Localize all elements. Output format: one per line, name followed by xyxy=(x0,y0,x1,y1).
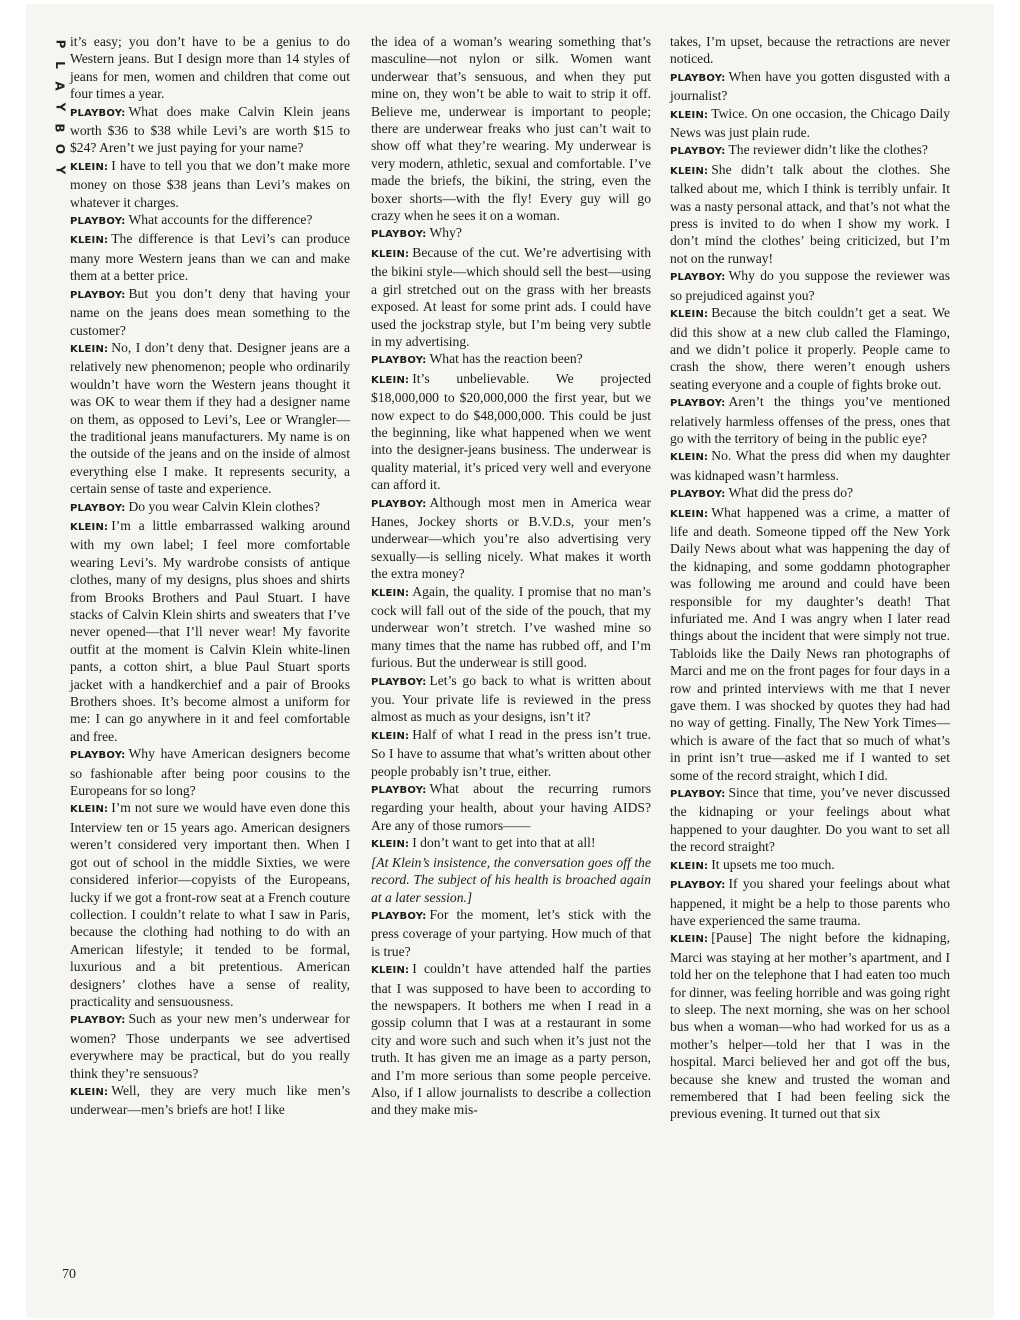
paragraph-text: No, I don’t deny that. Designer jeans are a relatively new phenomenon; people who ordinarily wouldn’t have worn the Western jeans thought it was OK to wear them if they had a designer name on them, as opposed to Levi’s, Lee or Wrangler—the traditional jeans manufacturers. My name is on the outside of the jeans and on the inside of almost everything else I make. It represents security, a certain sense of taste and experience. xyxy=(70,339,350,497)
speaker-label: PLAYBOY: xyxy=(670,272,726,284)
paragraph-text: I’m not sure we would have even done this Interview ten or 15 years ago. American designers weren’t considered very important then. When I got out of school in the middle Sixties, we were considered inferior—copyists of the Europeans, lucky if we got a front-row seat at a French couture collection. I couldn’t relate to what I saw in Paris, because the clothing had nothing to do with an American lifestyle; it tended to be formal, luxurious and a bit pretentious. American designers’ clothes have a sense of reality, practicality and sensuousness. xyxy=(70,800,350,1009)
speaker-label: PLAYBOY: xyxy=(371,355,427,367)
paragraph-text: Twice. On one occasion, the Chicago Daily News was just plain rude. xyxy=(670,105,950,141)
interview-paragraph xyxy=(670,33,950,68)
speaker-label: PLAYBOY: xyxy=(670,880,726,892)
interview-paragraph xyxy=(670,856,950,875)
interview-paragraph xyxy=(670,141,950,160)
interview-paragraph xyxy=(371,583,651,672)
speaker-label: KLEIN: xyxy=(670,860,709,872)
speaker-label: KLEIN: xyxy=(670,934,709,946)
running-head-letter: Y xyxy=(52,165,67,175)
interview-paragraph xyxy=(670,393,950,447)
interview-paragraph xyxy=(70,211,350,230)
speaker-label: KLEIN: xyxy=(670,508,709,520)
interview-paragraph xyxy=(371,370,651,494)
speaker-label: PLAYBOY: xyxy=(70,750,126,762)
speaker-label: KLEIN: xyxy=(371,730,410,742)
speaker-label: KLEIN: xyxy=(670,165,709,177)
paragraph-text: What does make Calvin Klein jeans worth $36 to $38 while Levi’s are worth $15 to $24? Aren’t we just paying for your name? xyxy=(70,103,350,156)
paragraph-text: Such as your new men’s underwear for women? Those underpants we see advertised everywhere may be practical, but do you really think they’re sensuous? xyxy=(70,1011,350,1081)
speaker-label: PLAYBOY: xyxy=(670,489,726,501)
speaker-label: KLEIN: xyxy=(70,1086,109,1098)
interview-paragraph xyxy=(371,494,651,583)
paragraph-text: I don’t want to get into that at all! xyxy=(412,835,596,851)
paragraph-text: The difference is that Levi’s can produce many more Western jeans than we can and make them at a better price. xyxy=(70,231,350,284)
running-head-letter: L xyxy=(53,61,67,69)
interview-paragraph xyxy=(670,504,950,785)
paragraph-text: Let’s go back to what is written about you. Your private life is reviewed in the press almost as much as your designs, isn’t it? xyxy=(371,672,651,725)
paragraph-text: it’s easy; you don’t have to be a genius to do Western jeans. But I design more than 14 styles of jeans for men, women and children that come out four times a year. xyxy=(70,34,350,102)
running-head-letter: Y xyxy=(52,102,67,112)
speaker-label: PLAYBOY: xyxy=(670,789,726,801)
speaker-label: PLAYBOY: xyxy=(670,146,726,158)
interview-paragraph xyxy=(371,726,651,780)
paragraph-text: [Pause] The night before the kidnaping, Marci was staying at her mother’s apartment, and I told her on the telephone that I had eaten too much for dinner, was feeling horrible and was going right to sleep. The next morning, she was on her school bus when a woman—who had worked for us as a mother’s helper—told her that I was in the hospital. Marci believed her and got off the bus, because she knew and trusted the woman and remembered that I had been feeling sick the previous evening. It turned out that six xyxy=(670,930,950,1122)
running-head xyxy=(48,38,72,185)
paragraph-text: the idea of a woman’s wearing something that’s masculine—not nylon or silk. Women want underwear that’s sensuous, and when they put mine on, they won’t be able to wait to strip it off. Believe me, underwear is important to people; there are underwear freaks who just can’t wait to show off what they’re wearing. My underwear is very modern, athletic, sexual and comfortable. I’ve made the briefs, the bikini, the string, even the boxer shorts—with the fly! Every guy will go crazy when he sees it on a woman. xyxy=(371,34,651,224)
paragraph-text: takes, I’m upset, because the retractions are never noticed. xyxy=(670,34,950,67)
interview-paragraph xyxy=(70,230,350,284)
running-head-letter: B xyxy=(53,123,67,133)
speaker-label: PLAYBOY: xyxy=(70,502,126,514)
interview-paragraph xyxy=(371,780,651,834)
paragraph-text: Why? xyxy=(429,225,462,241)
paragraph-text: Since that time, you’ve never discussed the kidnaping or your feelings about what happened to your daughter. Do you want to set all the record straight? xyxy=(670,785,950,855)
speaker-label: KLEIN: xyxy=(70,521,109,533)
paragraph-text: Because of the cut. We’re advertising with the bikini style—which should sell the best—using a girl stretched out on the grass with her breasts exposed. At least for some print ads. I could have used the jockstrap style, but I’m being very subtle in my advertising. xyxy=(371,244,651,349)
paragraph-text: What has the reaction been? xyxy=(429,351,583,367)
speaker-label: KLEIN: xyxy=(371,248,410,260)
speaker-label: KLEIN: xyxy=(70,235,109,247)
paragraph-text: What did the press do? xyxy=(728,485,854,501)
paragraph-text: Aren’t the things you’ve mentioned relatively harmless offenses of the press, ones that go with the territory of being in the public eye? xyxy=(670,394,950,446)
speaker-label: PLAYBOY: xyxy=(670,398,726,410)
paragraph-text: When have you gotten disgusted with a journalist? xyxy=(670,68,950,104)
paragraph-text: The reviewer didn’t like the clothes? xyxy=(728,142,928,158)
speaker-label: PLAYBOY: xyxy=(371,676,427,688)
speaker-label: PLAYBOY: xyxy=(371,229,427,241)
interview-paragraph xyxy=(670,105,950,142)
paragraph-text: It upsets me too much. xyxy=(711,856,835,872)
paragraph-text: Again, the quality. I promise that no man’s cock will fall out of the side of the pouch, that my underwear won’t stretch. I’ve washed mine so many times that the name has rubbed off, and I’m furious. But the underwear is still good. xyxy=(371,583,651,671)
speaker-label: PLAYBOY: xyxy=(371,785,427,797)
interview-paragraph xyxy=(670,484,950,503)
interview-paragraph xyxy=(70,799,350,1010)
speaker-label: KLEIN: xyxy=(670,109,709,121)
paragraph-text: Why do you suppose the reviewer was so prejudiced against you? xyxy=(670,268,950,303)
paragraph-text: She didn’t talk about the clothes. She talked about me, which I think is terribly unfair. It was a nasty personal attack, and that’s not what the press is invited to do when I show my work. I don’t mind the clothes’ being criticized, but I’m not on the runway! xyxy=(670,161,950,266)
speaker-label: KLEIN: xyxy=(371,374,410,386)
interview-paragraph xyxy=(371,244,651,350)
paragraph-text: Well, they are very much like men’s underwear—men’s briefs are hot! I like xyxy=(70,1082,350,1118)
paragraph-text: [At Klein’s insistence, the conversation goes off the record. The subject of his health is broached again at a later session.] xyxy=(371,854,651,905)
interview-paragraph xyxy=(70,1082,350,1119)
speaker-label: KLEIN: xyxy=(70,161,109,173)
speaker-label: KLEIN: xyxy=(670,452,709,464)
interview-paragraph xyxy=(371,960,651,1119)
paragraph-text: I couldn’t have attended half the parties that I was supposed to have been to according to the newspapers. It bothers me when I read in a gossip column that I was at a restaurant in some city and wore such and such when it’s just not the truth. It has given me an image as a party person, and I’m more serious than some people perceive. Also, if I allow journalists to describe a collection and they make mis- xyxy=(371,961,651,1118)
interview-paragraph xyxy=(70,157,350,211)
paragraph-text: But you don’t deny that having your name on the jeans does mean something to the customer? xyxy=(70,285,350,338)
interview-paragraph xyxy=(371,672,651,726)
speaker-label: PLAYBOY: xyxy=(670,72,726,84)
paragraph-text: Why have American designers become so fashionable after being poor cousins to the Europeans for so long? xyxy=(70,746,350,799)
interview-paragraph xyxy=(70,285,350,339)
running-head-letter: O xyxy=(52,143,67,155)
interview-paragraph xyxy=(670,447,950,484)
interview-paragraph xyxy=(70,339,350,498)
running-head-letter: P xyxy=(52,39,67,49)
interview-paragraph xyxy=(70,33,350,103)
paragraph-text: Although most men in America wear Hanes, Jockey shorts or B.V.D.s, your men’s underwear—which you’re also advertising very sexually—is selling nicely. What makes it worth the extra money? xyxy=(371,494,651,582)
editorial-note xyxy=(371,854,651,906)
interview-paragraph xyxy=(670,875,950,929)
interview-paragraph xyxy=(670,929,950,1122)
interview-paragraph xyxy=(670,267,950,304)
speaker-label: PLAYBOY: xyxy=(371,910,427,922)
speaker-label: KLEIN: xyxy=(371,839,410,851)
paragraph-text: If you shared your feelings about what happened, it might be a help to those parents who have experienced the same trauma. xyxy=(670,876,950,928)
paragraph-text: It’s unbelievable. We projected $18,000,000 to $20,000,000 the first year, but we now expect to do $48,000,000. This could be just the beginning, like what happened when we went into the designer-jeans business. The underwear is quality material, it’s priced very well and everyone can afford it. xyxy=(371,370,651,493)
interview-paragraph xyxy=(670,68,950,105)
speaker-label: KLEIN: xyxy=(371,965,410,977)
paragraph-text: I have to tell you that we don’t make more money on those $38 jeans than Levi’s makes on whatever it charges. xyxy=(70,157,350,210)
paragraph-text: Because the bitch couldn’t get a seat. We did this show at a new club called the Flamingo, and we didn’t police it properly. People came to crash the show, there weren’t enough ushers seating everyone and a couple of fights broke out. xyxy=(670,305,950,392)
interview-paragraph xyxy=(70,498,350,517)
paragraph-text: Half of what I read in the press isn’t true. So I have to assume that what’s written about other people probably isn’t true, either. xyxy=(371,726,651,779)
text-column-2 xyxy=(371,33,651,1119)
paragraph-text: What happened was a crime, a matter of life and death. Someone tipped off the New York Daily News about what was happening the day of the kidnaping, and some goddamn photographer was following me around and could have been responsible for my daughter’s death! That infuriated me. And I was angry when I later read things about the incident that were simply not true. Tabloids like the Daily News ran photographs of Marci and me on the front pages for four days in a row and printed interviews with me that I never gave them. I was shocked by quotes they had had no way of getting. Finally, The New York Times—which is aware of the fact that so much of what’s in print isn’t true—asked me if I wanted to set some of the record straight, which I did. xyxy=(670,504,950,783)
page-number: 70 xyxy=(62,1267,76,1282)
running-head-letter: A xyxy=(52,81,67,91)
text-column-3 xyxy=(670,33,950,1123)
interview-paragraph xyxy=(70,517,350,745)
interview-paragraph xyxy=(371,350,651,369)
speaker-label: PLAYBOY: xyxy=(70,1015,126,1027)
paragraph-text: Do you wear Calvin Klein clothes? xyxy=(128,498,320,514)
speaker-label: PLAYBOY: xyxy=(70,107,126,119)
paragraph-text: What about the recurring rumors regarding your health, about your having AIDS? Are any of those rumors—— xyxy=(371,781,651,833)
interview-paragraph xyxy=(70,745,350,799)
interview-paragraph xyxy=(70,103,350,157)
speaker-label: PLAYBOY: xyxy=(70,289,126,301)
interview-paragraph xyxy=(371,33,651,224)
speaker-label: PLAYBOY: xyxy=(70,216,126,228)
paragraph-text: What accounts for the difference? xyxy=(128,212,313,228)
speaker-label: KLEIN: xyxy=(371,587,410,599)
interview-paragraph xyxy=(371,906,651,960)
paragraph-text: For the moment, let’s stick with the press coverage of your partying. How much of that is true? xyxy=(371,906,651,959)
speaker-label: KLEIN: xyxy=(670,309,709,321)
speaker-label: KLEIN: xyxy=(70,343,109,355)
interview-paragraph xyxy=(670,161,950,267)
interview-paragraph xyxy=(70,1010,350,1082)
interview-paragraph xyxy=(670,784,950,856)
paragraph-text: No. What the press did when my daughter was kidnaped wasn’t harmless. xyxy=(670,448,950,483)
speaker-label: KLEIN: xyxy=(70,804,109,816)
interview-paragraph xyxy=(371,834,651,853)
text-column-1 xyxy=(70,33,350,1119)
interview-paragraph xyxy=(371,224,651,243)
interview-paragraph xyxy=(670,304,950,393)
paragraph-text: I’m a little embarrassed walking around with my own label; I feel more comfortable wearing Levi’s. My wardrobe consists of antique clothes, many of my designs, plus shoes and shirts from Brooks Brothers and Paul Stuart. I have stacks of Calvin Klein shirts and sweaters that I’ve never opened—that I’ll never wear! My favorite outfit at the moment is Calvin Klein white-linen pants, a cotton shirt, a blue Paul Stuart sports jacket with a handkerchief and a pair of Brooks Brothers shoes. It’s become almost a uniform for me: I can go anywhere in it and feel comfortable and free. xyxy=(70,517,350,744)
speaker-label: PLAYBOY: xyxy=(371,498,427,510)
